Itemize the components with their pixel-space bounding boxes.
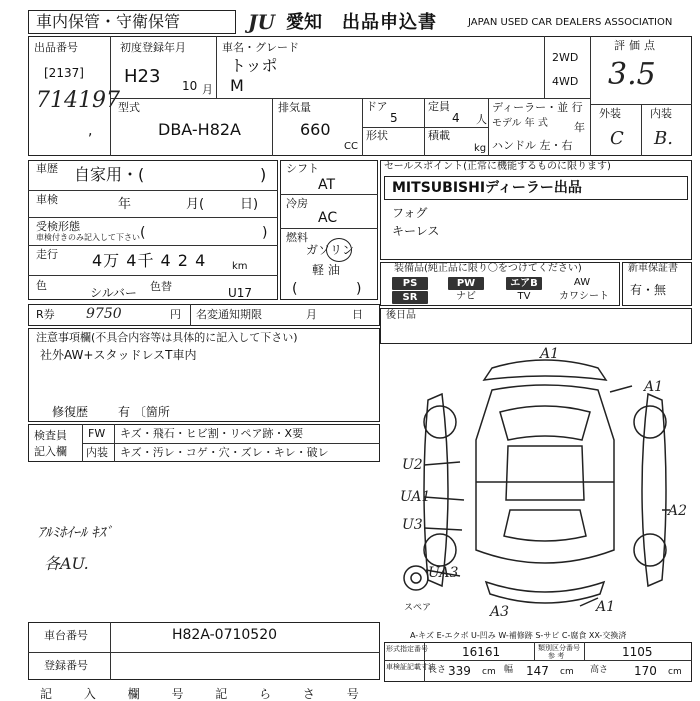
car-name: トッポ: [230, 56, 278, 75]
model-year-label: モデル 年 式: [492, 118, 548, 129]
reg-no-label: 登録番号: [44, 659, 88, 672]
repair-label: 修復歴: [52, 405, 89, 419]
form-type-close: ): [262, 225, 268, 241]
fuel-gasoline: ガソリン: [306, 243, 355, 257]
mark-bottom-right: A1: [596, 599, 616, 615]
registration-year: H23: [124, 66, 161, 87]
form-title: 出品申込書: [342, 12, 437, 33]
bottom-partial-row: 記 入 欄 号 記 ら さ 号: [40, 687, 373, 701]
equip-sr: SR: [392, 291, 428, 304]
fuel-label: 燃料: [286, 231, 308, 244]
org-english: JAPAN USED CAR DEALERS ASSOCIATION: [468, 17, 673, 28]
fw-label: FW: [88, 427, 106, 440]
length-unit: cm: [482, 667, 496, 677]
damage-legend: A-キズ E-エクボ U-凹み W-補修跡 S-サビ C-腐食 XX-交換済: [410, 631, 627, 640]
new-warranty-label: 新車保証書: [628, 263, 678, 274]
notes-label: 注意事項欄(不具合内容等は具体的に記入して下さい): [36, 331, 298, 344]
displacement-value: 660: [300, 120, 331, 139]
diagram-cabin: [506, 446, 584, 500]
rear-date-block: [380, 308, 692, 344]
handwritten-note-1: ｱﾙﾐﾎｲｰﾙ ｷｽﾞ: [38, 525, 113, 541]
top-info-block: [28, 36, 692, 156]
inspection-month: 月(: [186, 197, 205, 212]
mark-left-4: UA3: [428, 565, 459, 581]
model-value: DBA-H82A: [158, 120, 241, 139]
model-label: 型式: [118, 101, 140, 114]
displacement-unit: CC: [344, 141, 358, 152]
inspection-label: 車検: [36, 193, 58, 206]
drive-2wd: 2WD: [552, 51, 579, 64]
grade-score: 3.5: [608, 57, 656, 92]
doors-value: 5: [390, 111, 398, 125]
width-label: 幅: [504, 665, 514, 675]
chassis-label: 車台番号: [44, 629, 88, 642]
exterior-grade: C: [610, 128, 624, 149]
fuel-circle-mark: [326, 238, 352, 262]
diagram-left-wheel-front: [424, 406, 456, 438]
diagram-rear-window: [504, 510, 586, 541]
diagram-windshield: [500, 406, 590, 440]
diagram-left-wheel-rear: [424, 534, 456, 566]
width-value: 147: [526, 664, 549, 678]
interior-label: 内装: [650, 107, 672, 120]
lot-mark: ,: [88, 123, 93, 139]
doors-label: ドア: [366, 100, 388, 113]
shift-label: シフト: [286, 162, 319, 175]
form-type-open: (: [140, 225, 146, 241]
mark-left-2: UA1: [400, 489, 431, 505]
drive-4wd: 4WD: [552, 75, 579, 88]
type-no-label: 形式指定番号: [386, 645, 428, 653]
storage-label: 車内保管・守衛保管: [36, 12, 181, 31]
height-value: 170: [634, 664, 657, 678]
diagram-right-side: [642, 394, 666, 586]
sales-points-label: セールスポイント(正常に機能するものに限ります): [384, 161, 611, 172]
lot-label: 出品番号: [34, 41, 78, 54]
sales-points-main: MITSUBISHIディーラー出品: [392, 180, 582, 196]
sales-point-1: フォグ: [392, 206, 428, 220]
mark-left-3: U3: [402, 517, 423, 533]
height-unit: cm: [668, 667, 682, 677]
shape-label: 形状: [366, 129, 388, 142]
length-value: 339: [448, 664, 471, 678]
class-no-value: 1105: [622, 645, 653, 659]
name-change-day: 日: [352, 308, 363, 321]
equip-airbag: エアB: [506, 277, 542, 290]
class-no-label: 類別区分番号: [538, 644, 580, 652]
rear-date-label: 後日品: [386, 310, 416, 321]
length-label: 長さ: [428, 665, 447, 675]
aircon-value: AC: [318, 210, 338, 226]
sales-point-2: キーレス: [392, 224, 440, 238]
equip-aw: AW: [573, 277, 591, 288]
load-unit: kg: [474, 143, 487, 154]
org-name: 愛知: [286, 12, 322, 33]
equip-navi: ナビ: [456, 291, 476, 302]
mark-right-2: A2: [668, 503, 688, 519]
name-change-month: 月: [306, 308, 317, 321]
fw-items: キズ・飛石・ヒビ割・リペア跡・X要: [120, 427, 304, 440]
grade-eval-label: 評価点: [614, 39, 659, 52]
repair-value: 有 〔箇所: [118, 405, 170, 419]
mark-bottom-mid: A3: [490, 604, 510, 620]
interior-check-items: キズ・汚レ・コゲ・穴・ズレ・キレ・破レ: [120, 446, 329, 459]
width-unit: cm: [560, 667, 574, 677]
notes-text: 社外AW+スタッドレスT車内: [40, 348, 197, 362]
diagram-roof: [484, 360, 606, 380]
car-name-label: 車名・グレード: [222, 41, 299, 54]
inspector-label-2: 記入欄: [34, 445, 67, 458]
ref-label-1: 参 考: [548, 652, 565, 660]
lot-bracket-no: [2137]: [44, 66, 84, 80]
fuel-open: (: [292, 281, 298, 297]
handwritten-note-2: 各AU.: [44, 554, 89, 573]
lot-number: 714197: [36, 88, 120, 113]
form-type-label: 受検形態: [36, 220, 80, 233]
dims-label: 車検証記載寸法: [386, 663, 435, 671]
diagram-spare-tire: [404, 566, 428, 590]
interior-grade: B.: [654, 128, 673, 149]
equip-seat: カワシート: [559, 291, 609, 302]
exterior-label: 外装: [599, 107, 621, 120]
capacity-value: 4: [452, 111, 460, 125]
mark-top: A1: [540, 346, 560, 362]
mileage-label: 走行: [36, 248, 58, 261]
inspection-day: 日): [240, 197, 259, 212]
color-label: 色: [36, 279, 47, 292]
equip-ps: PS: [392, 277, 428, 290]
history-value: 自家用・(: [74, 165, 145, 184]
height-label: 高さ: [590, 665, 609, 675]
dealer-type: ディーラー・並 行: [492, 101, 583, 114]
diagram-body: [476, 385, 614, 563]
type-no-value: 16161: [462, 645, 501, 659]
registration-month: 10: [182, 79, 198, 93]
shift-value: AT: [318, 177, 336, 193]
color-value: シルバー: [90, 286, 137, 300]
capacity-unit: 人: [476, 113, 487, 126]
model-year-unit: 年: [574, 121, 585, 134]
equip-pw: PW: [448, 277, 484, 290]
ju-logo: JU: [248, 10, 275, 34]
history-label: 車歴: [36, 162, 58, 175]
recycle-unit: 円: [170, 308, 181, 321]
registration-month-unit: 月: [202, 83, 213, 96]
chassis-value: H82A-0710520: [172, 627, 278, 643]
inspection-year: 年: [118, 197, 132, 212]
fuel-close: ): [356, 281, 362, 297]
spare-label: スペア: [404, 603, 432, 613]
load-label: 積載: [428, 129, 450, 142]
history-close: ): [260, 165, 267, 184]
name-change-label: 名変通知期限: [196, 308, 262, 321]
diagram-right-wheel-front: [634, 406, 666, 438]
equip-tv: TV: [517, 291, 531, 302]
diagram-rear-bumper: [486, 582, 604, 603]
aircon-label: 冷房: [286, 197, 308, 210]
inspector-label-1: 検査員: [34, 429, 67, 442]
displacement-label: 排気量: [278, 101, 311, 114]
mileage-value: 4万 4千 4 2 4: [92, 251, 207, 270]
interior-check-label: 内装: [86, 446, 108, 459]
form-type-note: 車検付きのみ記入して下さい: [36, 233, 140, 242]
mark-left-1: U2: [402, 457, 423, 473]
car-grade: M: [230, 76, 244, 95]
mileage-unit: km: [232, 261, 248, 272]
recycle-label: R券: [36, 308, 55, 321]
capacity-label: 定員: [428, 100, 450, 113]
recycle-value: 9750: [86, 306, 122, 322]
new-warranty-value: 有・無: [630, 283, 667, 297]
color-change-label: 色替: [150, 280, 172, 293]
diagram-right-wheel-rear: [634, 534, 666, 566]
color-code: U17: [228, 286, 253, 300]
mark-right-1: A1: [644, 379, 664, 395]
handle-side: ハンドル 左・右: [492, 139, 573, 152]
equipment-label: 装備品(純正品に限り〇をつけてください): [394, 263, 582, 274]
fuel-diesel: 軽 油: [312, 263, 340, 277]
registration-label: 初度登録年月: [120, 41, 186, 54]
